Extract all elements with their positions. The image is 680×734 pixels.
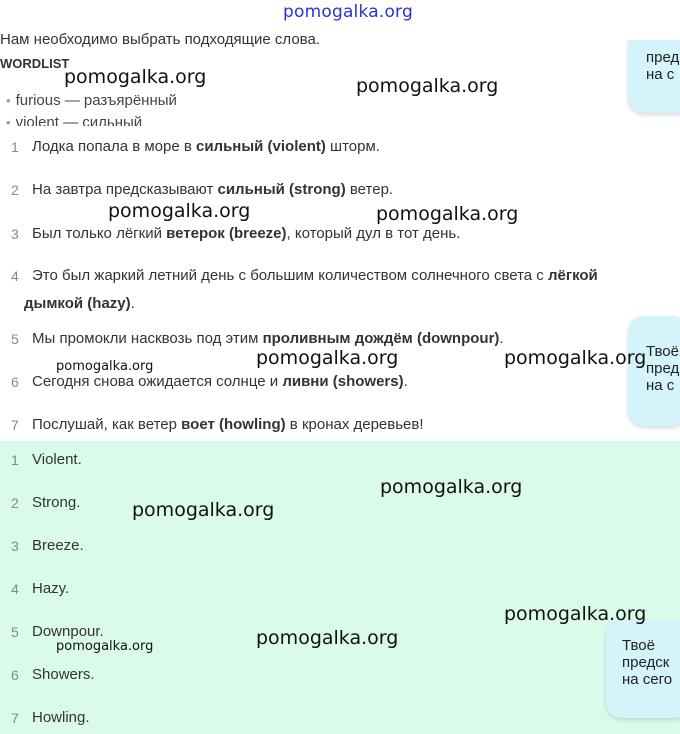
sentence-number: 1 [11,139,19,155]
task-instruction: Нам необходимо выбрать подходящие слова. [0,31,320,48]
sentence-3: Был только лёгкий ветерок (breeze), который дул в тот день. [32,225,461,242]
answer-5: Downpour. [32,623,104,640]
sentence-number: 7 [11,417,19,433]
sentence-number: 5 [11,331,19,347]
sentence-number: 4 [11,268,19,284]
answer-2: Strong. [32,494,81,511]
watermark: pomogalka.org [56,639,154,654]
watermark: pomogalka.org [356,75,499,97]
sentence-4: Это был жаркий летний день с большим количеством солнечного света с лёгкой [32,267,598,284]
bubble-line: на сего [622,671,673,688]
watermark: pomogalka.org [56,359,154,374]
wordlist-heading: WORDLIST [0,56,70,71]
answer-6: Showers. [32,666,95,683]
bubble-line: пред [646,49,680,66]
watermark: pomogalka.org [504,347,647,369]
sentence-number: 3 [11,226,19,242]
answer-number: 5 [11,624,19,640]
watermark: pomogalka.org [132,499,275,521]
bubble-line: на с [646,377,675,394]
sentence-number: 2 [11,182,19,198]
bubble-line: на с [646,66,675,83]
prediction-bubble-top[interactable] [628,40,680,113]
watermark: pomogalka.org [256,627,399,649]
answer-number: 7 [11,710,19,726]
answer-4: Hazy. [32,580,70,597]
answer-number: 2 [11,495,19,511]
bubble-line: Твоё [646,343,679,360]
prediction-bubble-bottom[interactable] [606,620,680,718]
watermark: pomogalka.org [380,476,523,498]
bullet-icon: • [6,115,11,126]
bullet-icon: • [6,93,11,108]
sentence-4-continuation: дымкой (hazy). [24,295,135,312]
wordlist [6,92,296,126]
answer-7: Howling. [32,709,90,726]
answer-1: Violent. [32,451,82,468]
answers-panel [0,441,680,734]
sentence-6: Сегодня снова ожидается солнце и ливни (showers). [32,373,408,390]
answer-number: 4 [11,581,19,597]
sentence-1: Лодка попала в море в сильный (violent) шторм. [32,138,380,155]
sentence-2: На завтра предсказывают сильный (strong) ветер. [32,181,394,198]
wordlist-item: • violent — сильный [6,114,296,126]
bubble-line: пред [646,360,680,377]
site-title[interactable]: pomogalka.org [283,2,413,22]
prediction-bubble-middle[interactable] [628,316,680,426]
bubble-line: предск [622,654,670,671]
answer-number: 3 [11,538,19,554]
watermark: pomogalka.org [108,200,251,222]
sentence-5: Мы промокли насквозь под этим проливным дождём (downpour). [32,330,504,347]
watermark: pomogalka.org [504,603,647,625]
answer-3: Breeze. [32,537,84,554]
watermark: pomogalka.org [376,203,519,225]
wordlist-item: • furious — разъярённый [6,92,177,109]
bubble-line: Твоё [622,637,655,654]
watermark: pomogalka.org [256,347,399,369]
sentence-7: Послушай, как ветер воет (howling) в кронах деревьев! [32,416,424,433]
answer-number: 1 [11,452,19,468]
sentence-number: 6 [11,374,19,390]
watermark: pomogalka.org [64,66,207,88]
answer-number: 6 [11,667,19,683]
